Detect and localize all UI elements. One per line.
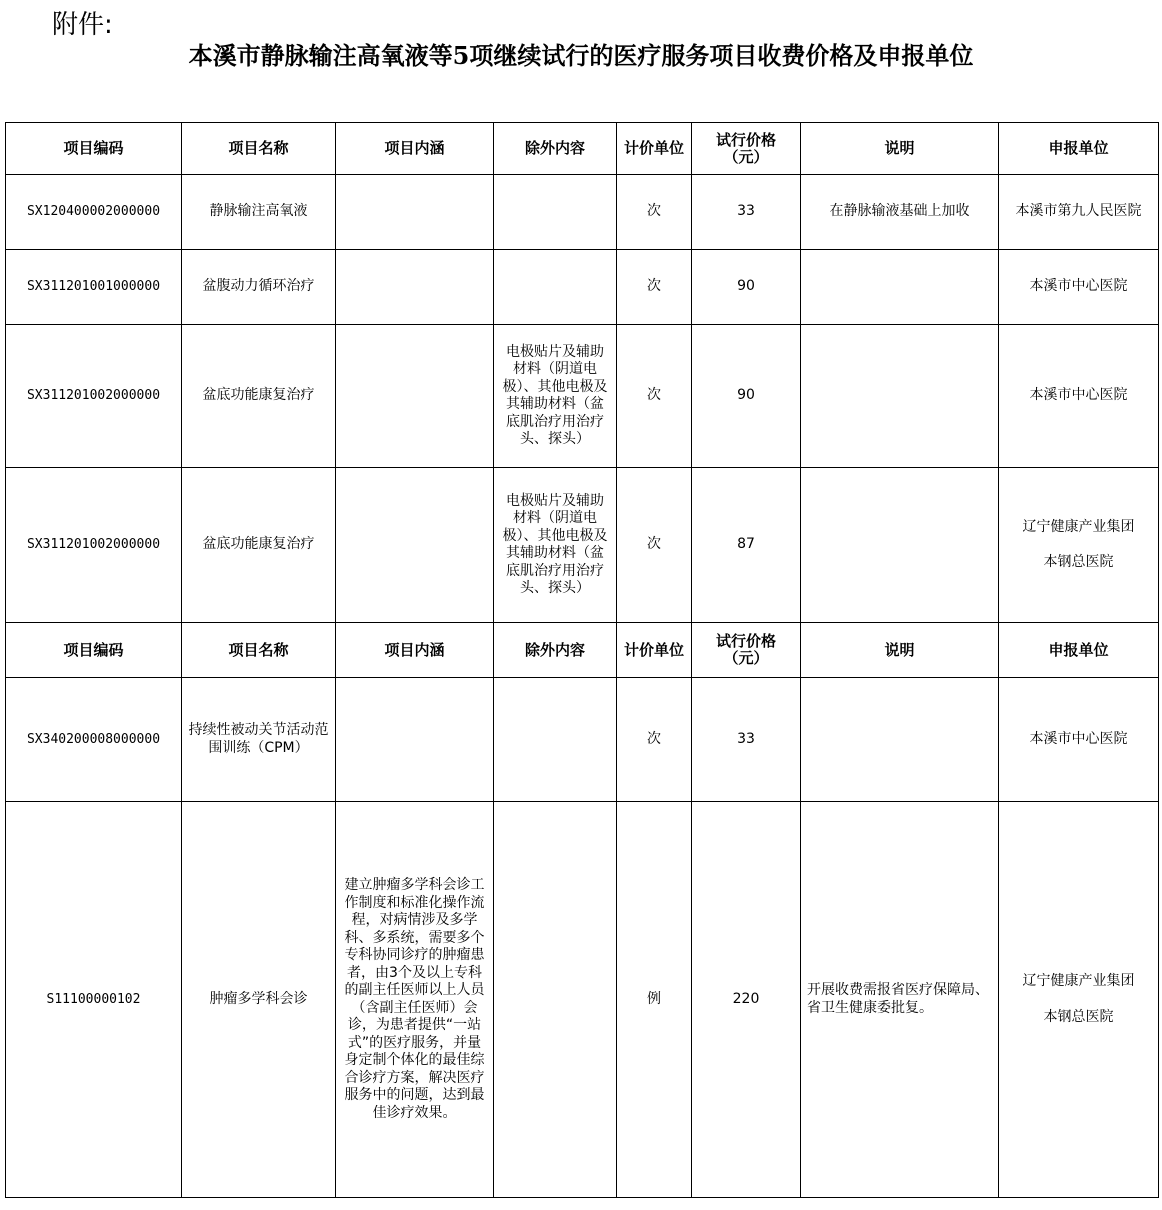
cell-price: 33 (692, 175, 801, 250)
price-table (5, 122, 1159, 1198)
header-unit: 计价单位 (617, 123, 692, 175)
cell-unit: 次 (617, 678, 692, 802)
cell-code: SX311201002000000 (6, 325, 182, 468)
cell-name: 盆底功能康复治疗 (182, 325, 336, 468)
cell-exclusions (494, 250, 617, 325)
cell-code: S11100000102 (6, 802, 182, 1198)
cell-price: 220 (692, 802, 801, 1198)
cell-applicant: 本溪市中心医院 (999, 325, 1159, 468)
table-row (6, 250, 1159, 325)
table-row (6, 325, 1159, 468)
table-row (6, 678, 1159, 802)
header-code: 项目编码 (6, 623, 182, 678)
header-exclusions: 除外内容 (494, 123, 617, 175)
applicant-line1: 辽宁健康产业集团 (1022, 973, 1135, 989)
applicant-line1: 辽宁健康产业集团 (1022, 518, 1135, 535)
applicant-line2: 本钢总医院 (1043, 1008, 1114, 1025)
cell-code: SX120400002000000 (6, 175, 182, 250)
header-applicant: 申报单位 (999, 123, 1159, 175)
header-code: 项目编码 (6, 123, 182, 175)
applicant-line2: 本钢总医院 (1043, 554, 1114, 570)
cell-applicant: 本溪市中心医院 (999, 250, 1159, 325)
header-price: 试行价格（元） (692, 623, 801, 678)
cell-price: 33 (692, 678, 801, 802)
header-content: 项目内涵 (336, 623, 494, 678)
cell-unit: 次 (617, 325, 692, 468)
cell-price: 90 (692, 250, 801, 325)
cell-applicant: 本溪市中心医院 (999, 678, 1159, 802)
header-notes: 说明 (801, 123, 999, 175)
attachment-label: 附件: (52, 10, 113, 40)
header-applicant: 申报单位 (999, 623, 1159, 678)
table-row (6, 802, 1159, 1198)
header-notes: 说明 (801, 623, 999, 678)
cell-price: 87 (692, 468, 801, 623)
cell-price: 90 (692, 325, 801, 468)
cell-exclusions: 电极贴片及辅助材料（阴道电极）、其他电极及其辅助材料（盆底肌治疗用治疗头、探头） (494, 468, 617, 623)
cell-notes (801, 468, 999, 623)
cell-name: 盆腹动力循环治疗 (182, 250, 336, 325)
document-title: 本溪市静脉输注高氧液等5项继续试行的医疗服务项目收费价格及申报单位 (188, 41, 974, 70)
cell-content (336, 468, 494, 623)
cell-name: 静脉输注高氧液 (182, 175, 336, 250)
header-content: 项目内涵 (336, 123, 494, 175)
cell-code: SX311201001000000 (6, 250, 182, 325)
cell-content: 建立肿瘤多学科会诊工作制度和标准化操作流程，对病情涉及多学科、多系统，需要多个专科协同诊疗的肿瘤患者，由3个及以上专科的副主任医师以上人员（含副主任医师）会诊，为患者提供“一站式”的医疗服务，并量身定制个体化的最佳综合诊疗方案，解决医疗服务中的问题，达到最佳诊疗效果。 (336, 802, 494, 1198)
cell-unit: 次 (617, 250, 692, 325)
cell-notes: 在静脉输液基础上加收 (801, 175, 999, 250)
cell-exclusions (494, 802, 617, 1198)
cell-name: 肿瘤多学科会诊 (182, 802, 336, 1198)
cell-notes: 开展收费需报省医疗保障局、省卫生健康委批复。 (801, 802, 999, 1198)
cell-code: SX311201002000000 (6, 468, 182, 623)
table-header-row-repeat (6, 623, 1159, 678)
cell-applicant: 本溪市第九人民医院 (999, 175, 1159, 250)
cell-notes (801, 250, 999, 325)
header-name: 项目名称 (182, 123, 336, 175)
cell-exclusions (494, 678, 617, 802)
cell-applicant (999, 468, 1159, 623)
cell-unit: 次 (617, 468, 692, 623)
table-row (6, 468, 1159, 623)
cell-exclusions (494, 175, 617, 250)
cell-notes (801, 678, 999, 802)
cell-content (336, 325, 494, 468)
cell-content (336, 250, 494, 325)
cell-exclusions: 电极贴片及辅助材料（阴道电极）、其他电极及其辅助材料（盆底肌治疗用治疗头、探头） (494, 325, 617, 468)
cell-applicant (999, 802, 1159, 1198)
table-row (6, 175, 1159, 250)
header-exclusions: 除外内容 (494, 623, 617, 678)
cell-notes (801, 325, 999, 468)
cell-unit: 例 (617, 802, 692, 1198)
cell-unit: 次 (617, 175, 692, 250)
header-unit: 计价单位 (617, 623, 692, 678)
cell-name: 持续性被动关节活动范围训练（CPM） (182, 678, 336, 802)
cell-code: SX340200008000000 (6, 678, 182, 802)
cell-content (336, 678, 494, 802)
table-header-row (6, 123, 1159, 175)
cell-content (336, 175, 494, 250)
header-price: 试行价格（元） (692, 123, 801, 175)
cell-name: 盆底功能康复治疗 (182, 468, 336, 623)
header-name: 项目名称 (182, 623, 336, 678)
